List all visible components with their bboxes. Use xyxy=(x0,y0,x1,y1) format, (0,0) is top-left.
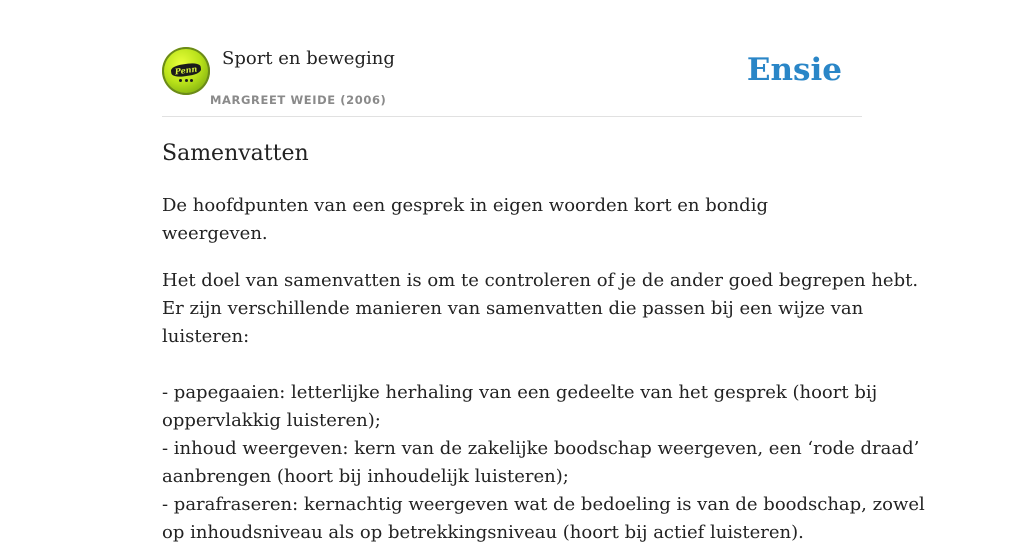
author-link[interactable]: MARGREET WEIDE (2006) xyxy=(210,93,387,107)
blank-line xyxy=(162,351,866,379)
list-item-line: oppervlakkig luisteren); xyxy=(162,410,381,431)
brand-logo[interactable]: Ensie xyxy=(746,52,842,88)
list-item-line: - parafraseren: kernachtig weergeven wat de bedoeling is van de boodschap, zowel xyxy=(162,494,925,515)
list-item-line: aanbrengen (hoort bij inhoudelijk luisteren); xyxy=(162,466,569,487)
entry-header xyxy=(162,46,862,117)
explanation-text xyxy=(162,267,925,547)
list-item-line: - inhoud weergeven: kern van de zakelijke boodschap weergeven, een ‘rode draad’ xyxy=(162,438,920,459)
tennis-ball-icon[interactable] xyxy=(162,47,210,95)
page-title: Samenvatten xyxy=(162,141,309,166)
definition-text: De hoofdpunten van een gesprek in eigen woorden kort en bondig weergeven. xyxy=(162,195,768,244)
text-line: luisteren: xyxy=(162,326,250,347)
text-line: Er zijn verschillende manieren van samenvatten die passen bij een wijze van xyxy=(162,298,864,319)
list-item-line: - papegaaien: letterlijke herhaling van een gedeelte van het gesprek (hoort bij xyxy=(162,382,878,403)
text-line: Het doel van samenvatten is om te controleren of je de ander goed begrepen hebt. xyxy=(162,270,919,291)
article-body xyxy=(162,192,925,547)
list-item-line: op inhoudsniveau als op betrekkingsniveau (hoort bij actief luisteren). xyxy=(162,522,804,543)
avatar-dots xyxy=(179,79,193,83)
avatar-logo-text: Penn xyxy=(170,62,201,78)
topic-link[interactable]: Sport en beweging xyxy=(222,48,395,69)
